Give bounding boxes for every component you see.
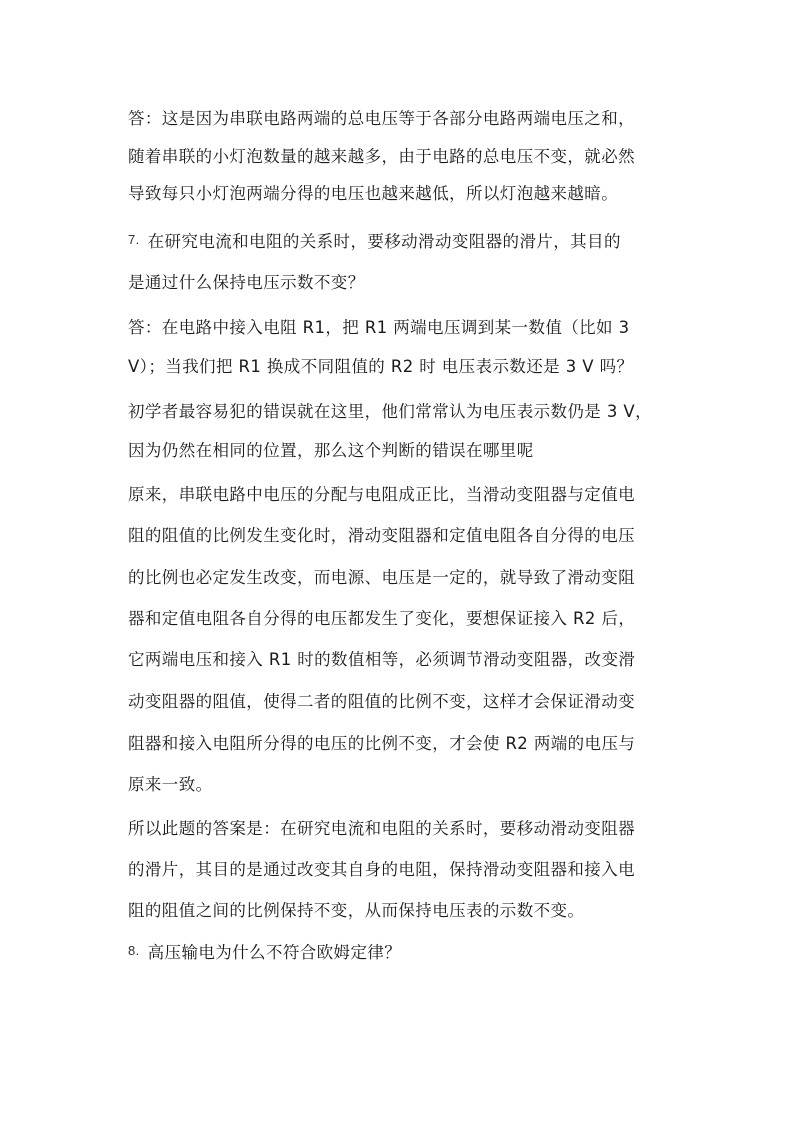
- question-8: [128, 942, 401, 965]
- text-line: 器和定值电阻各自分得的电压都发生了变化，要想保证接入 R2 后，: [128, 609, 636, 628]
- question-number: 7.: [128, 232, 140, 247]
- text-line: 因为仍然在相同的位置，那么这个判断的错误在哪里呢: [128, 441, 534, 460]
- text-line: 的滑片，其目的是通过改变其自身的电阻，保持滑动变阻器和接入电: [128, 860, 635, 879]
- text-line: 动变阻器的阻值，使得二者的阻值的比例不变，这样才会保证滑动变: [128, 692, 635, 711]
- text-line: 答：在电路中接入电阻 R1，把 R1 两端电压调到某一数值（比如 3: [128, 318, 630, 337]
- text-line: 随着串联的小灯泡数量的越来越多，由于电路的总电压不变，就必然: [128, 147, 635, 166]
- text-line: 原来一致。: [128, 775, 213, 794]
- question-number: 8.: [128, 943, 140, 958]
- text-line: 阻器和接入电阻所分得的电压的比例不变，才会使 R2 两端的电压与: [128, 734, 636, 753]
- text-line: 阻的阻值之间的比例保持不变，从而保持电压表的示数不变。: [128, 901, 585, 920]
- question-text: 高压输电为什么不符合欧姆定律？: [147, 943, 402, 962]
- text-line: 导致每只小灯泡两端分得的电压也越来越低，所以灯泡越来越暗。: [128, 184, 619, 203]
- text-line: 原来，串联电路中电压的分配与电阻成正比，当滑动变阻器与定值电: [128, 485, 635, 504]
- question-text: 在研究电流和电阻的关系时，要移动滑动变阻器的滑片，其目的: [147, 232, 621, 251]
- text-line: 所以此题的答案是：在研究电流和电阻的关系时，要移动滑动变阻器: [128, 819, 635, 838]
- text-line: V）；当我们把 R1 换成不同阻值的 R2 时 电压表示数还是 3 V 吗？: [128, 357, 634, 376]
- question-7: [128, 231, 621, 254]
- text-line: 初学者最容易犯的错误就在这里，他们常常认为电压表示数仍是 3 V，: [128, 402, 652, 421]
- text-line: 它两端电压和接入 R1 时的数值相等，必须调节滑动变阻器，改变滑: [128, 650, 636, 669]
- text-line: 阻的阻值的比例发生变化时，滑动变阻器和定值电阻各自分得的电压: [128, 526, 635, 545]
- text-line: 的比例也必定发生改变，而电源、电压是一定的，就导致了滑动变阻: [128, 568, 635, 587]
- text-line: 答：这是因为串联电路两端的总电压等于各部分电路两端电压之和，: [128, 109, 635, 128]
- text-line: 是通过什么保持电压示数不变？: [128, 273, 365, 292]
